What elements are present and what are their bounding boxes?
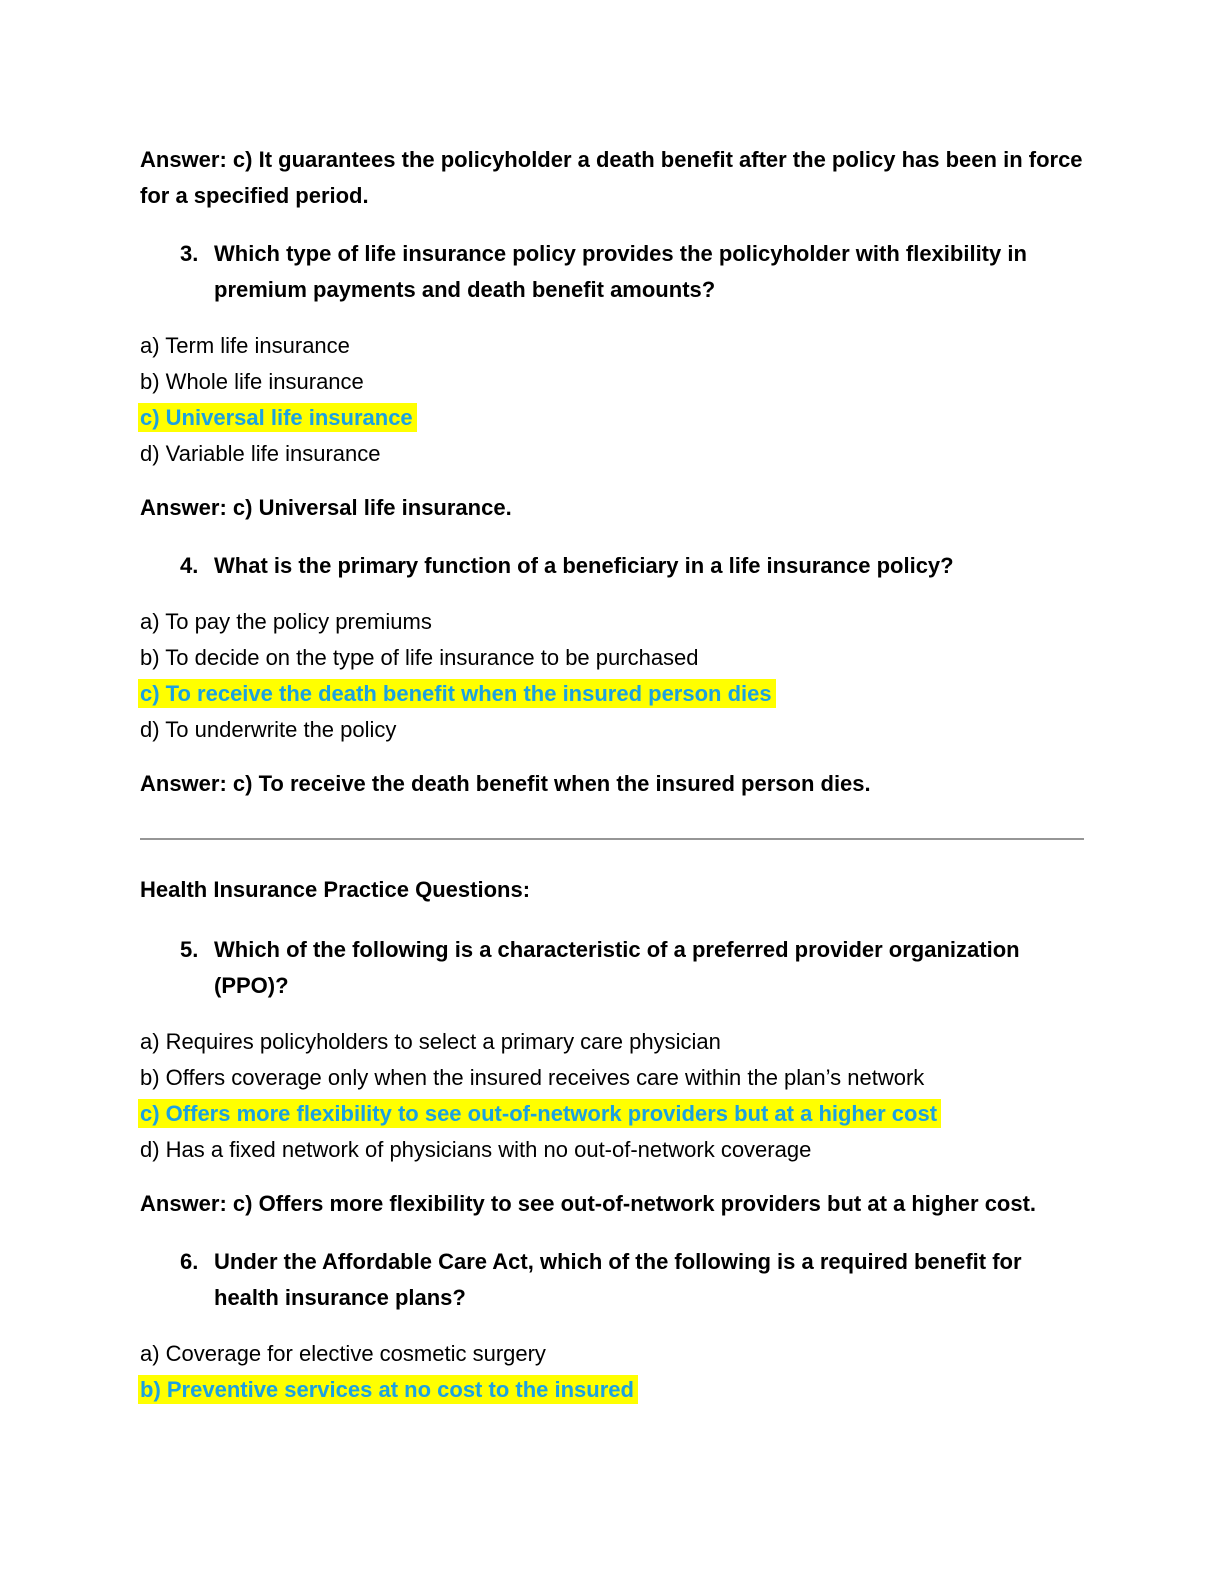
option-text: a) Term life insurance: [140, 333, 350, 358]
option-line: [140, 328, 1084, 364]
answer-paragraph: Answer: c) Universal life insurance.: [140, 495, 512, 520]
section-divider: [140, 838, 1084, 840]
option-text-highlighted: b) Preventive services at no cost to the insured: [138, 1375, 638, 1404]
question-text: Which type of life insurance policy provides the policyholder with flexibility in premium payments and death benefit amounts?: [214, 241, 1027, 302]
option-line: [140, 640, 1084, 676]
option-text: d) Has a fixed network of physicians with no out-of-network coverage: [140, 1137, 812, 1162]
option-text: b) Whole life insurance: [140, 369, 364, 394]
question-item: [140, 932, 1084, 1004]
question-text: Under the Affordable Care Act, which of the following is a required benefit for health insurance plans?: [214, 1249, 1022, 1310]
option-line: [140, 712, 1084, 748]
option-text: d) Variable life insurance: [140, 441, 381, 466]
option-line: [140, 436, 1084, 472]
question-item: [140, 548, 1084, 584]
option-line: [140, 1132, 1084, 1168]
option-text: d) To underwrite the policy: [140, 717, 397, 742]
option-line: [140, 400, 1084, 436]
question-number: 3.: [180, 241, 199, 266]
option-line: [140, 676, 1084, 712]
option-line: [140, 604, 1084, 640]
question-item: [140, 1244, 1084, 1316]
question-item: [140, 236, 1084, 308]
question-number: 5.: [180, 937, 199, 962]
answer-paragraph: Answer: c) Offers more flexibility to see out-of-network providers but at a higher cost.: [140, 1191, 1037, 1216]
option-line: [140, 1096, 1084, 1132]
option-line: [140, 1024, 1084, 1060]
options-group: [140, 328, 1084, 472]
option-text-highlighted: c) Offers more flexibility to see out-of-network providers but at a higher cost: [138, 1099, 941, 1128]
option-line: [140, 364, 1084, 400]
option-line: [140, 1372, 1084, 1408]
options-group: [140, 604, 1084, 748]
option-text-highlighted: c) Universal life insurance: [138, 403, 417, 432]
option-text: a) Requires policyholders to select a primary care physician: [140, 1029, 721, 1054]
option-text: b) To decide on the type of life insurance to be purchased: [140, 645, 699, 670]
option-text: a) Coverage for elective cosmetic surgery: [140, 1341, 546, 1366]
options-group: [140, 1024, 1084, 1168]
option-line: [140, 1060, 1084, 1096]
section-heading: Health Insurance Practice Questions:: [140, 877, 531, 902]
answer-paragraph: Answer: c) To receive the death benefit when the insured person dies.: [140, 771, 871, 796]
option-text: a) To pay the policy premiums: [140, 609, 432, 634]
option-text-highlighted: c) To receive the death benefit when the insured person dies: [138, 679, 776, 708]
question-number: 6.: [180, 1249, 199, 1274]
answer-paragraph: Answer: c) It guarantees the policyholder a death benefit after the policy has been in force for a specified period.: [140, 147, 1083, 208]
question-text: Which of the following is a characteristic of a preferred provider organization (PPO)?: [214, 937, 1020, 998]
option-line: [140, 1336, 1084, 1372]
question-text: What is the primary function of a beneficiary in a life insurance policy?: [214, 553, 954, 578]
option-text: b) Offers coverage only when the insured receives care within the plan’s network: [140, 1065, 925, 1090]
options-group: [140, 1336, 1084, 1408]
question-number: 4.: [180, 553, 199, 578]
